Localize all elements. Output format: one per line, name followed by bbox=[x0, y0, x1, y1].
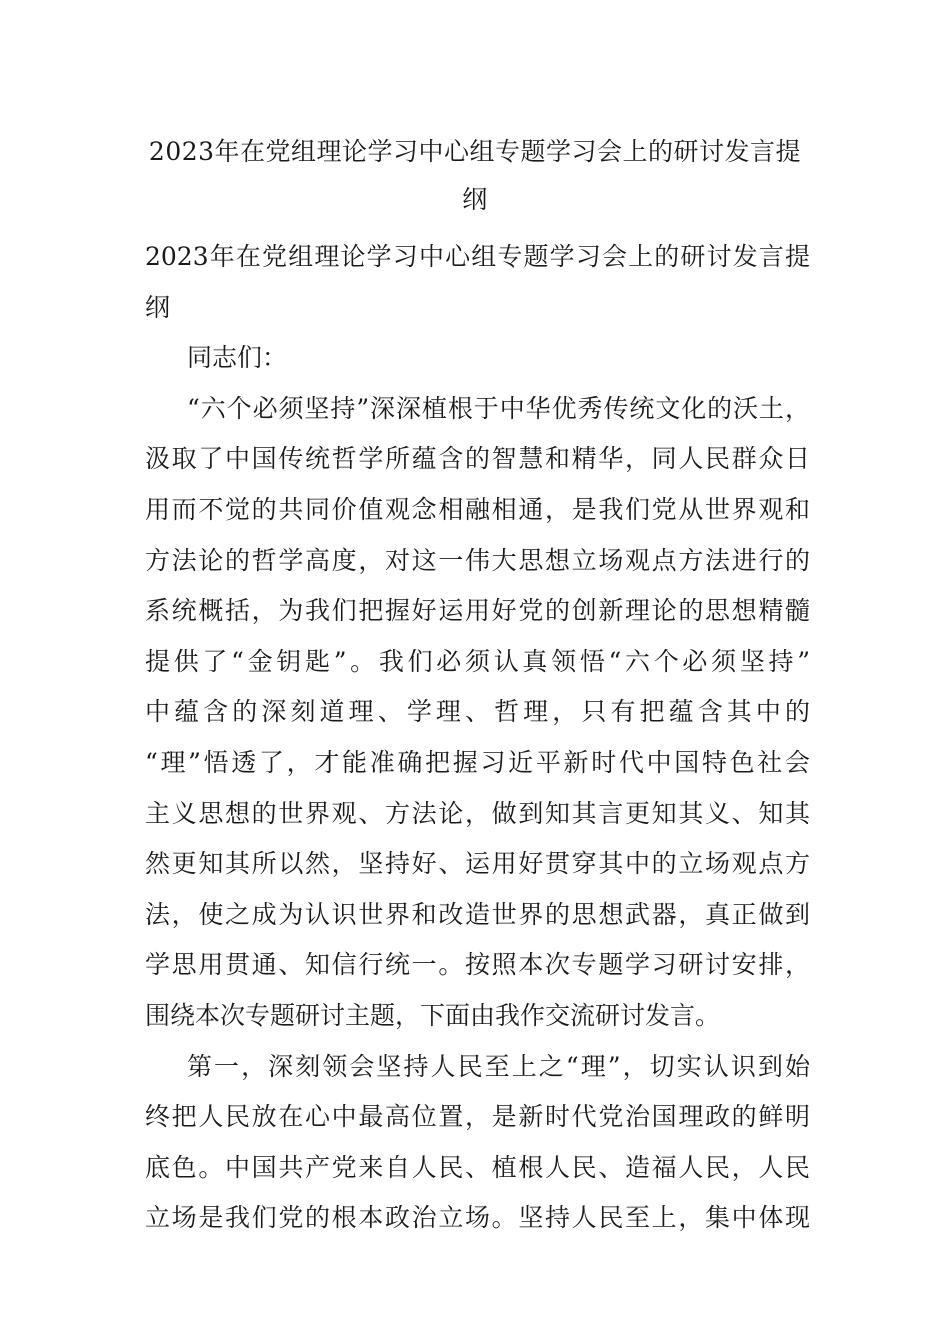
text-line: 方法论的哲学高度，对这一伟大思想立场观点方法进行的 bbox=[145, 545, 810, 575]
text-line: 用而不觉的共同价值观念相融相通，是我们党从世界观和 bbox=[145, 494, 810, 524]
text-line: 然更知其所以然，坚持好、运用好贯穿其中的立场观点方 bbox=[145, 849, 810, 879]
text-line: 围绕本次专题研讨主题，下面由我作交流研讨发言。 bbox=[145, 1000, 721, 1030]
text-line: 中蕴含的深刻道理、学理、哲理，只有把蕴含其中的 bbox=[145, 697, 810, 727]
document-title: 2023年在党组理论学习中心组专题学习会上的研讨发言提纲 bbox=[148, 137, 802, 214]
text-line: 第一，深刻领会坚持人民至上之“理”，切实认识到始 bbox=[187, 1051, 810, 1081]
text-line: 提供了“金钥匙”。我们必须认真领悟“六个必须坚持” bbox=[145, 646, 810, 676]
text-line: 立场是我们党的根本政治立场。坚持人民至上，集中体现 bbox=[145, 1203, 810, 1233]
text-line: 底色。中国共产党来自人民、植根人民、造福人民，人民 bbox=[145, 1152, 810, 1182]
text-line: 纲 bbox=[145, 292, 171, 322]
text-line: 终把人民放在心中最高位置，是新时代党治国理政的鲜明 bbox=[145, 1102, 810, 1132]
text-line: 主义思想的世界观、方法论，做到知其言更知其义、知其 bbox=[145, 798, 810, 828]
text-line: “理”悟透了，才能准确把握习近平新时代中国特色社会 bbox=[145, 747, 810, 777]
text-line: 系统概括，为我们把握好运用好党的创新理论的思想精髓 bbox=[145, 596, 810, 626]
text-line: 汲取了中国传统哲学所蕴含的智慧和精华，同人民群众日 bbox=[145, 444, 810, 474]
text-line: “六个必须坚持”深深植根于中华优秀传统文化的沃土， bbox=[187, 393, 810, 423]
text-line: 法，使之成为认识世界和改造世界的思想武器，真正做到 bbox=[145, 899, 810, 929]
text-line: 2023年在党组理论学习中心组专题学习会上的研讨发言提 bbox=[145, 242, 810, 271]
text-line: 学思用贯通、知信行统一。按照本次专题学习研讨安排， bbox=[145, 950, 810, 980]
text-line: 同志们： bbox=[187, 343, 288, 373]
document-body bbox=[145, 232, 810, 1244]
